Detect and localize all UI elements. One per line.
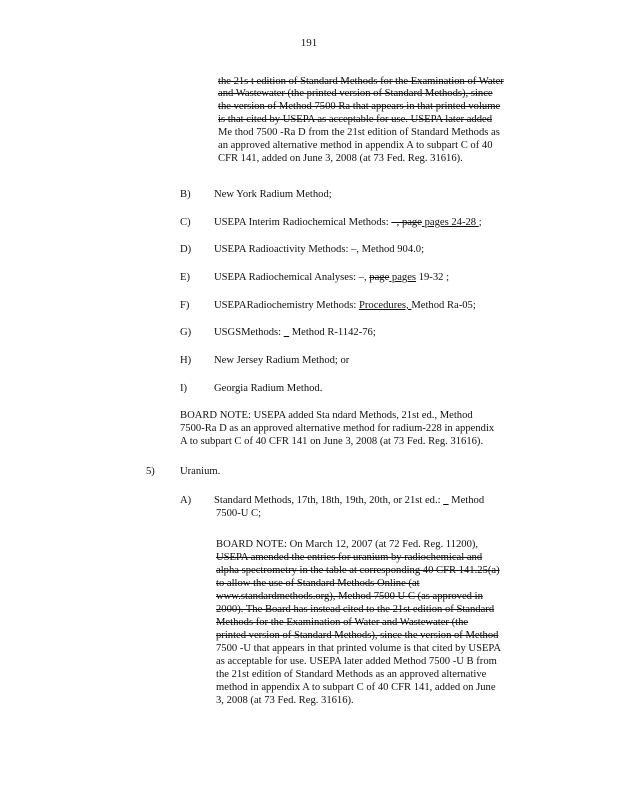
note-line: 2000). The Board has instead cited to the 21st edition of Standard <box>216 604 495 615</box>
item-label: F) <box>180 300 190 311</box>
item-text-continuation: 7500-U C; <box>216 508 262 519</box>
intro-line: CFR 141, added on June 3, 2008 (at 73 Fed. Reg. 31616). <box>218 153 463 164</box>
intro-line: the version of Method 7500 Ra that appears in that printed volume <box>218 101 501 112</box>
item-label: A) <box>180 495 192 506</box>
section-label: 5) <box>146 466 155 477</box>
item-text: Standard Methods, 17th, 18th, 19th, 20th, or 21st ed.: _ Method <box>214 495 485 506</box>
note-line: the 21st edition of Standard Methods as an approved alternative <box>216 669 487 680</box>
note-line: alpha spectrometry in the table at corresponding 40 CFR 141.25(a) <box>216 565 500 576</box>
item-label: C) <box>180 217 191 228</box>
intro-line: Me thod 7500 -Ra D from the 21st edition of Standard Methods as <box>218 127 500 138</box>
item-text: Georgia Radium Method. <box>214 383 323 394</box>
intro-line: an approved alternative method in appendix A to subpart C of 40 <box>218 140 493 151</box>
note-line: 7500-Ra D as an approved alternative method for radium-228 in appendix <box>180 423 495 434</box>
note-line: A to subpart C of 40 CFR 141 on June 3, 2008 (at 73 Fed. Reg. 31616). <box>180 436 484 447</box>
note-line: printed version of Standard Methods), since the version of Method <box>216 630 499 641</box>
note-line: 3, 2008 (at 73 Fed. Reg. 31616). <box>216 695 354 706</box>
item-text: USEPA Radiochemical Analyses: –, page pages 19-32 ; <box>214 272 450 283</box>
intro-line: and Wastewater (the printed version of Standard Methods), since <box>218 88 493 99</box>
note-line: to allow the use of Standard Methods Online (at <box>216 578 420 589</box>
item-text: USEPA Radioactivity Methods: –, Method 904.0; <box>214 244 425 255</box>
note-line: BOARD NOTE: On March 12, 2007 (at 72 Fed. Reg. 11200), <box>216 539 479 550</box>
item-label: B) <box>180 189 191 200</box>
intro-line: is that cited by USEPA as acceptable for use. USEPA later added <box>218 114 493 125</box>
item-label: D) <box>180 244 192 255</box>
section-title: Uranium. <box>180 466 221 477</box>
note-line: BOARD NOTE: USEPA added Sta ndard Methods, 21st ed., Method <box>180 410 473 421</box>
item-text: USEPA Interim Radiochemical Methods: –, page pages 24-28 ; <box>214 217 482 228</box>
note-line: method in appendix A to subpart C of 40 CFR 141, added on June <box>216 682 496 693</box>
note-line: www.standardmethods.org), Method 7500 U C (as approved in <box>216 591 483 602</box>
item-text: USEPARadiochemistry Methods: Procedures, Method Ra-05; <box>214 300 476 311</box>
note-line: as acceptable for use. USEPA later added Method 7500 -U B from <box>216 656 497 667</box>
page-number: 191 <box>300 37 318 49</box>
item-label: E) <box>180 272 190 283</box>
note-line: 7500 -U that appears in that printed volume is that cited by USEPA <box>216 643 502 654</box>
item-text: USGSMethods: _ Method R-1142-76; <box>214 327 376 338</box>
intro-line: the 21s t edition of Standard Methods for the Examination of Water <box>218 76 504 87</box>
item-label: G) <box>180 327 192 338</box>
item-label: H) <box>180 355 192 366</box>
item-label: I) <box>180 383 188 394</box>
note-line: USEPA amended the entries for uranium by radiochemical and <box>216 552 483 563</box>
note-line: Methods for the Examination of Water and Wastewater (the <box>216 617 469 628</box>
item-text: New York Radium Method; <box>214 189 332 200</box>
item-text: New Jersey Radium Method; or <box>214 355 350 366</box>
